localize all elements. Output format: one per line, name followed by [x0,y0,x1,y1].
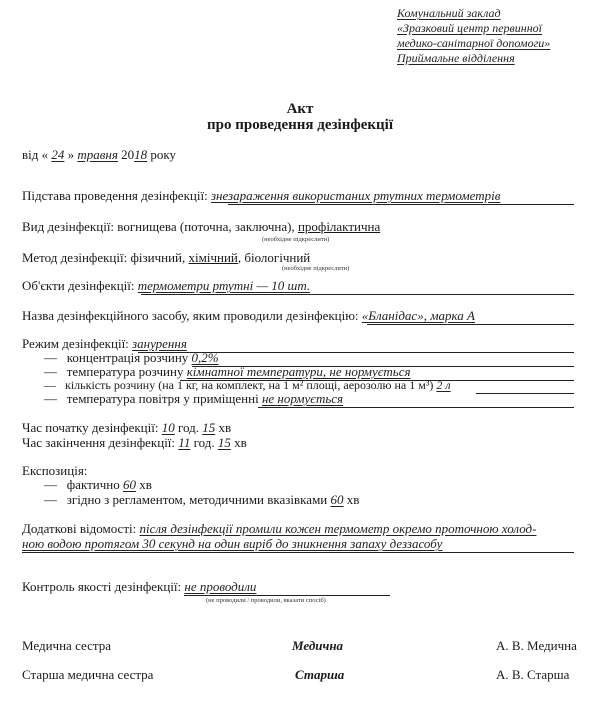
additional-underline-2 [22,552,574,553]
quality-label: Контроль якості дезінфекції: [22,579,182,594]
date-mid: » [67,147,75,162]
start-h-unit: год. [177,420,199,435]
type-label: Вид дезінфекції: [22,219,115,234]
agent-value: «Бланідас», марка А [361,308,475,323]
additional-row [22,521,536,537]
method-selected: хімічний [188,250,238,265]
institution-line-2: «Зразковий центр первинної [397,21,543,35]
end-minutes: 15 [217,435,231,450]
method-rest: , біологічний [237,250,311,265]
agent-row [22,308,475,324]
objects-row [22,278,310,294]
date-prefix: від « [22,147,49,162]
exposure-actual-value: 60 [122,477,136,492]
method-label: Метод дезінфекції: фізичний, [22,250,186,265]
date-month: травня [77,147,118,162]
end-label: Час закінчення дезінфекції: [22,435,176,450]
type-options: вогнищева (поточна, заключна), [117,219,295,234]
agent-label: Назва дезінфекційного засобу, яким проводили дезінфекцію: [22,308,359,323]
exposure-regulated-value: 60 [330,492,344,507]
signature-head-nurse: Старша [295,667,345,682]
type-note: (необхідне підкреслити) [262,236,330,243]
document-subtitle: про проведення дезінфекції [206,117,394,133]
type-row [22,219,380,235]
exposure-actual-label: фактично [66,477,120,492]
date-suffix: року [150,147,177,162]
mode-label: Режим дезінфекції: [22,336,129,351]
exposure-actual-row: — фактично 60 хв [44,477,152,492]
signature-name-head-nurse: А. В. Старша [496,667,570,682]
date-line [22,147,176,163]
start-minutes: 15 [202,420,216,435]
quality-underline [184,595,390,596]
method-row [22,250,310,266]
additional-line-1: після дезінфекції промили кожен термометр окремо проточною холод- [139,521,537,536]
solution-temp-row: — температура розчину кімнатної температури, не нормується [44,364,411,379]
type-selected: профілактична [297,219,381,234]
signature-nurse: Медична [292,638,344,653]
date-day: 24 [51,147,65,162]
start-m-unit: хв [218,420,232,435]
quality-note: (не проводили / проводили, вказати спосіб) [206,597,326,604]
amount-value: 2 л [436,378,451,392]
air-temp-value: не нормується [261,391,344,406]
objects-value: термометри ртутні — 10 шт. [137,278,311,293]
date-year-suffix: 18 [134,147,148,162]
end-h-unit: год. [193,435,215,450]
exposure-regulated-row: — згідно з регламентом, методичними вказівками 60 хв [44,492,360,507]
method-note: (необхідне підкреслити) [282,265,350,272]
amount-underline [476,393,574,394]
basis-label: Підстава проведення дезінфекції: [22,188,208,203]
basis-value: знезараження використаних ртутних термометрів [210,188,501,203]
start-time-row [22,420,231,436]
concentration-label: концентрація розчину [66,350,189,365]
exposure-regulated-unit: хв [346,492,360,507]
objects-underline [141,294,574,295]
institution-line-3: медико-санітарної допомоги» [397,36,551,50]
air-temp-underline [258,407,574,408]
exposure-label: Експозиція: [22,463,88,478]
concentration-value: 0,2% [191,350,219,365]
signature-role-nurse: Медична сестра [22,638,111,653]
air-temp-label: температура повітря у приміщенні [66,391,259,406]
end-hours: 11 [178,435,191,450]
basis-row [22,188,500,204]
additional-label: Додаткові відомості: [22,521,137,536]
signature-role-head-nurse: Старша медична сестра [22,667,154,682]
institution-line-4: Приймальне відділення [397,51,515,65]
exposure-actual-unit: хв [139,477,152,492]
air-temp-row: — температура повітря у приміщенні не нормується [44,391,344,406]
institution-line-1: Комунальний заклад [397,6,501,20]
amount-row: — кількість розчину (на 1 кг, на комплект, на 1 м² площі, аерозолю на 1 м³) 2 л [44,378,451,392]
basis-underline [228,204,574,205]
date-year-prefix: 20 [121,147,135,162]
concentration-row: — концентрація розчину 0,2% [44,350,219,365]
agent-underline [367,324,574,325]
objects-label: Об'єкти дезінфекції: [22,278,135,293]
document-title: Акт [286,101,314,117]
quality-value: не проводили [184,579,257,594]
additional-line-2: ною водою протягом 30 секунд на один виріб до зникнення запаху деззасобу [22,536,443,551]
end-m-unit: хв [234,435,247,450]
end-time-row [22,435,247,451]
start-label: Час початку дезінфекції: [22,420,159,435]
signature-name-nurse: А. В. Медична [496,638,577,653]
start-hours: 10 [161,420,175,435]
solution-temp-label: температура розчину [66,364,184,379]
mode-value: занурення [132,336,187,351]
amount-label: кількість розчину (на 1 кг, на комплект, на 1 м² площі, аерозолю на 1 м³) [65,378,434,392]
quality-row [22,579,256,595]
solution-temp-value: кімнатної температури, не нормується [186,364,411,379]
exposure-regulated-label: згідно з регламентом, методичними вказівками [66,492,328,507]
